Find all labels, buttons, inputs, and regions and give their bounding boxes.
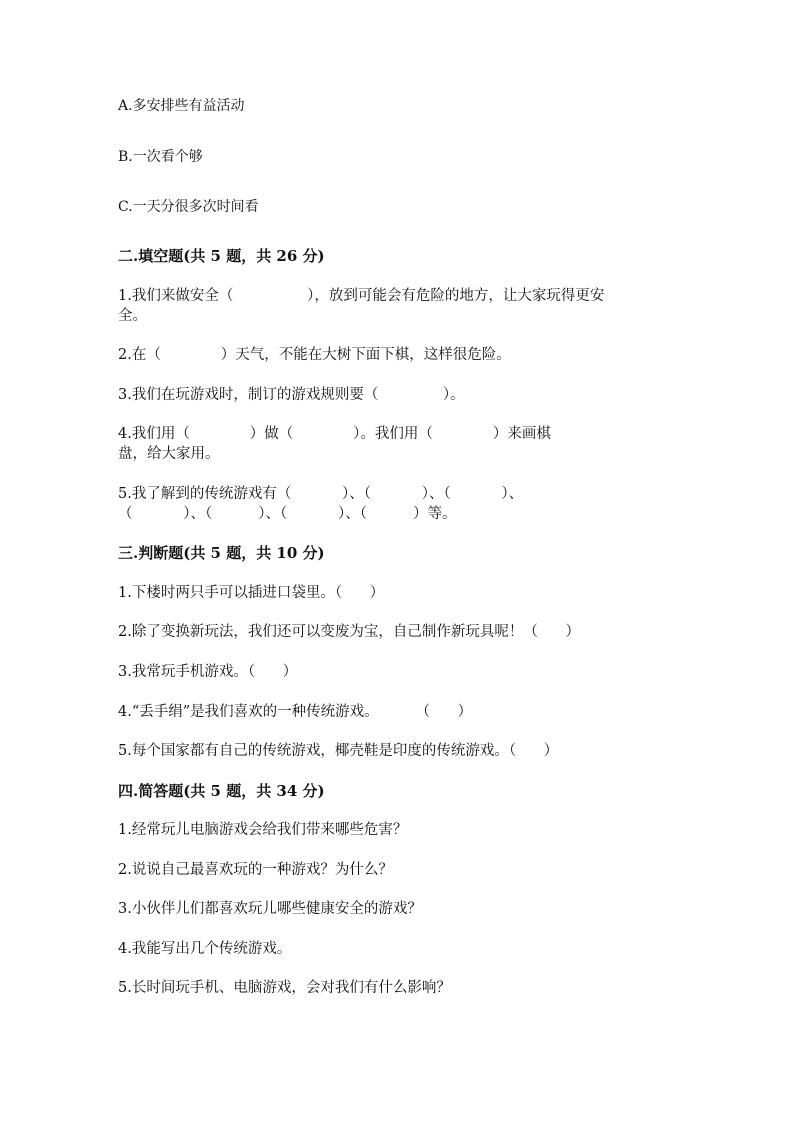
judge-q1: 1.下楼时两只手可以插进口袋里。（ ） [118, 585, 385, 601]
short-q1: 1.经常玩儿电脑游戏会给我们带来哪些危害？ [118, 822, 408, 838]
fill-q4-line1: 4.我们用（ ）做（ ）。我们用（ ）来画棋 [118, 426, 551, 442]
short-q3: 3.小伙伴儿们都喜欢玩儿哪些健康安全的游戏？ [118, 901, 422, 917]
section2-title: 二.填空题(共 5 题，共 26 分) [118, 247, 325, 265]
judge-q4: 4.“丢手绢”是我们喜欢的一种传统游戏。 （ ） [118, 704, 473, 720]
fill-q5-line2: （ ）、（ ）、（ ）、（ ）等。 [118, 506, 457, 522]
fill-q1-line1: 1.我们来做安全（ ），放到可能会有危险的地方，让大家玩得更安 [118, 288, 605, 304]
option-a: A.多安排些有益活动 [118, 98, 245, 114]
section3-title: 三.判断题(共 5 题，共 10 分) [118, 544, 325, 562]
short-q4: 4.我能写出几个传统游戏。 [118, 941, 292, 957]
option-c: C.一天分很多次时间看 [118, 199, 259, 215]
option-b: B.一次看个够 [118, 149, 203, 165]
short-q2: 2.说说自己最喜欢玩的一种游戏？为什么？ [118, 862, 393, 878]
fill-q3: 3.我们在玩游戏时，制订的游戏规则要（ ）。 [118, 387, 465, 403]
fill-q5-line1: 5.我了解到的传统游戏有（ ）、（ ）、（ ）、 [118, 486, 524, 502]
judge-q3: 3.我常玩手机游戏。（ ） [118, 664, 298, 680]
section4-title: 四.简答题(共 5 题，共 34 分) [118, 782, 325, 800]
short-q5: 5.长时间玩手机、电脑游戏，会对我们有什么影响？ [118, 980, 451, 996]
fill-q4-line2: 盘，给大家用。 [118, 446, 220, 462]
judge-q5: 5.每个国家都有自己的传统游戏，椰壳鞋是印度的传统游戏。（ ） [118, 743, 559, 759]
judge-q2: 2.除了变换新玩法，我们还可以变废为宝，自己制作新玩具呢！（ ） [118, 624, 580, 640]
fill-q1-line2: 全。 [118, 308, 147, 324]
fill-q2: 2.在（ ）天气，不能在大树下面下棋，这样很危险。 [118, 347, 511, 363]
